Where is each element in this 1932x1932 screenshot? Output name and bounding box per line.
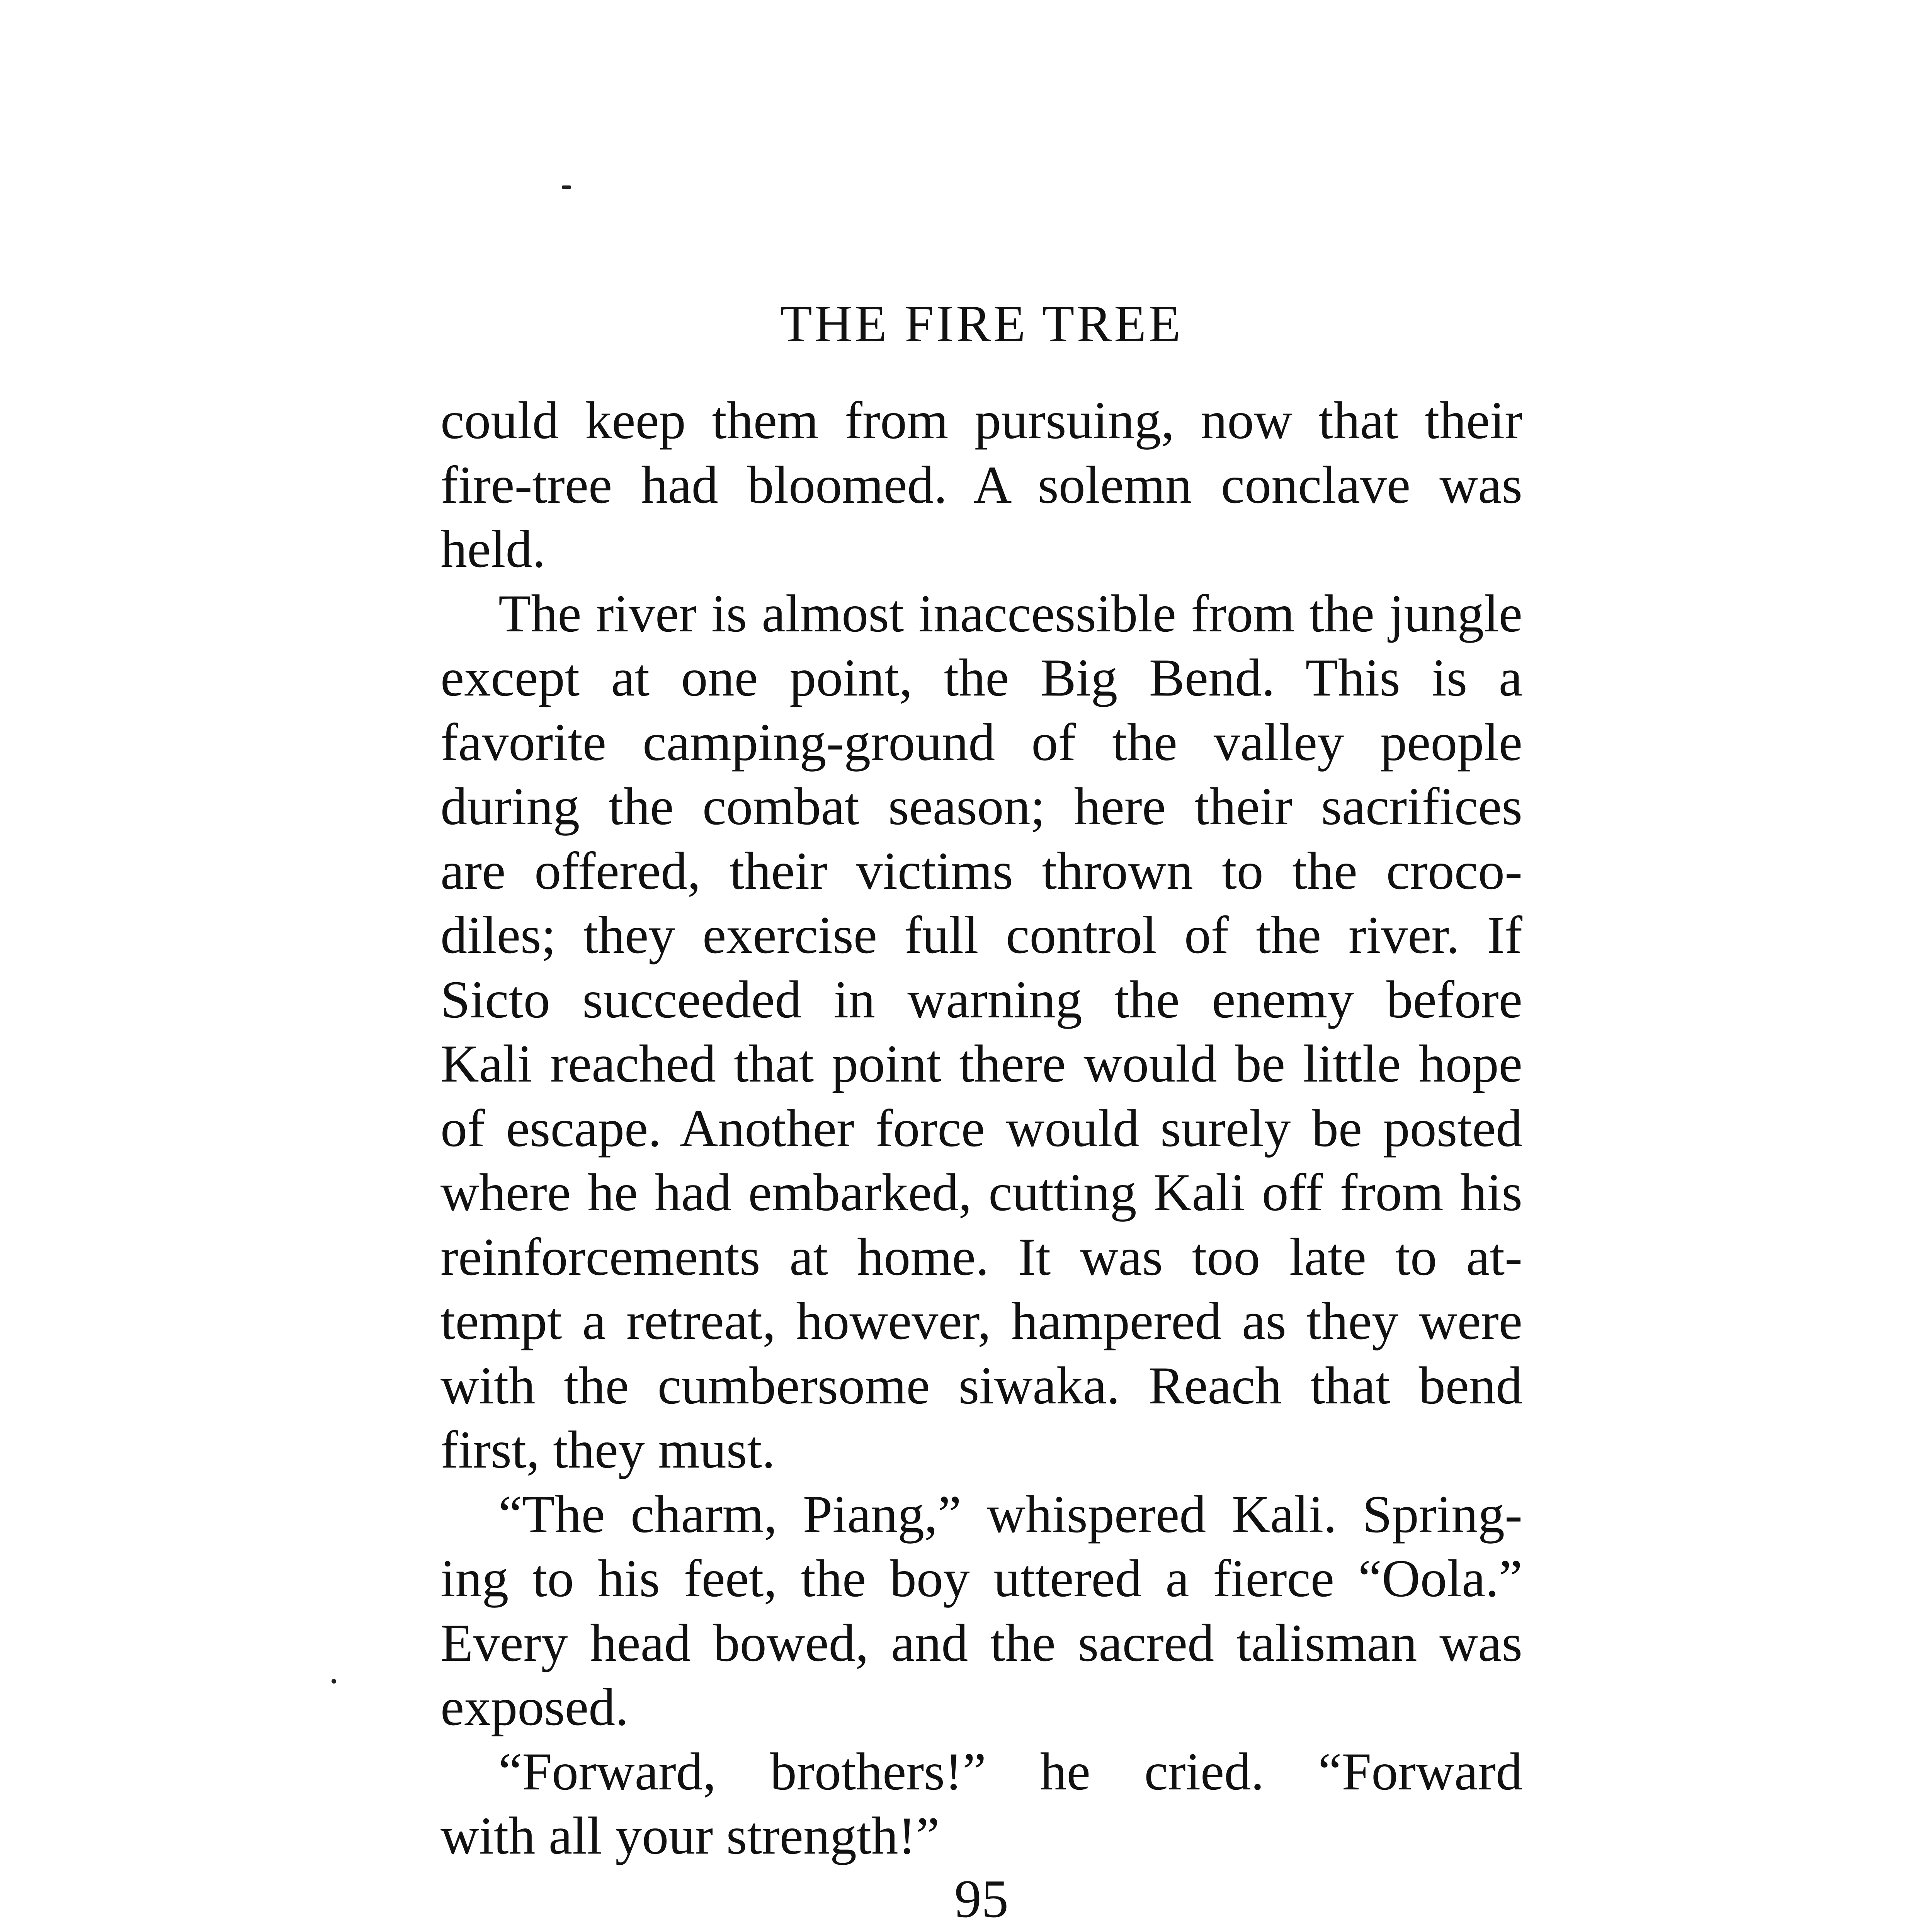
text-line: “The charm, Piang,” whispered Kali. Spring- bbox=[498, 1484, 1522, 1544]
running-head: THE FIRE TREE bbox=[780, 295, 1183, 353]
text-line: favorite camping-ground of the valley people bbox=[440, 712, 1522, 772]
text-line: during the combat season; here their sacrifices bbox=[440, 777, 1522, 836]
body-text bbox=[440, 388, 1522, 1868]
text-line: are offered, their victims thrown to the croco- bbox=[440, 841, 1522, 900]
text-line: with the cumbersome siwaka. Reach that bend bbox=[440, 1355, 1522, 1415]
text-line: with all your strength!” bbox=[440, 1806, 940, 1865]
text-line: exposed. bbox=[440, 1677, 629, 1736]
text-line: The river is almost inaccessible from the jungle bbox=[498, 583, 1522, 643]
text-line: Sicto succeeded in warning the enemy before bbox=[440, 969, 1522, 1029]
text-line: first, they must. bbox=[440, 1420, 776, 1479]
text-line: fire-tree had bloomed. A solemn conclave was bbox=[440, 455, 1522, 514]
text-line: “Forward, brothers!” he cried. “Forward bbox=[498, 1742, 1522, 1801]
text-line: ing to his feet, the boy uttered a fierce “Oola.” bbox=[440, 1549, 1522, 1608]
scan-speck-top bbox=[562, 185, 571, 189]
text-line: reinforcements at home. It was too late to at- bbox=[440, 1227, 1522, 1286]
text-line: except at one point, the Big Bend. This is a bbox=[440, 648, 1522, 707]
text-line: Every head bowed, and the sacred talisman was bbox=[440, 1613, 1522, 1672]
scan-speck-left bbox=[332, 1679, 336, 1684]
text-line: tempt a retreat, however, hampered as they were bbox=[440, 1291, 1522, 1350]
text-line: of escape. Another force would surely be posted bbox=[440, 1098, 1522, 1158]
text-line: diles; they exercise full control of the river. If bbox=[440, 905, 1522, 964]
text-line: Kali reached that point there would be little hope bbox=[440, 1034, 1522, 1093]
text-line: held. bbox=[440, 519, 546, 578]
text-line: could keep them from pursuing, now that their bbox=[440, 391, 1522, 450]
text-line: where he had embarked, cutting Kali off from his bbox=[440, 1163, 1522, 1222]
page-number: 95 bbox=[954, 1869, 1009, 1929]
